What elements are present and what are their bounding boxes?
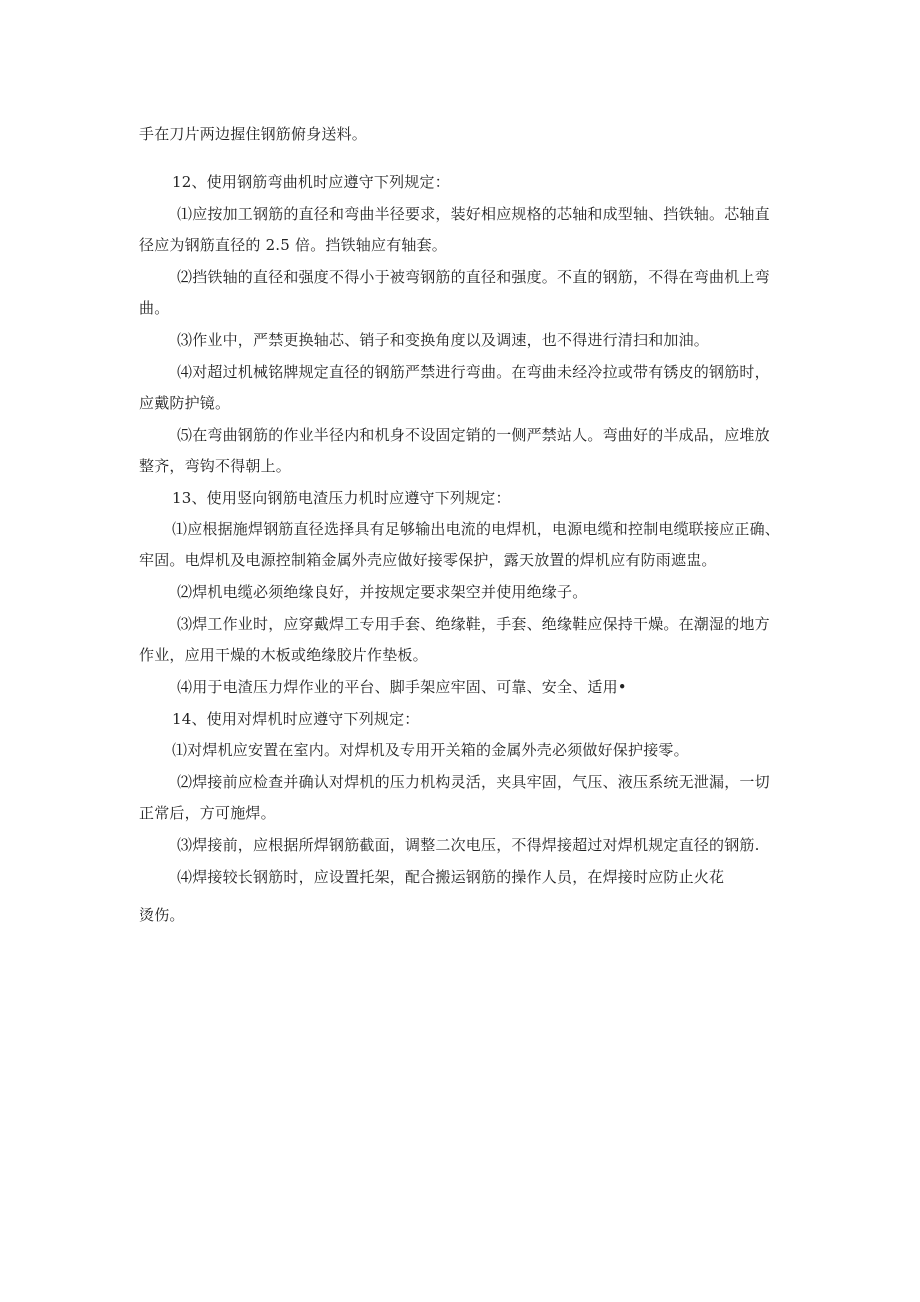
text-line: 手在刀片两边握住钢筋俯身送料。 bbox=[139, 125, 368, 143]
text-line: ⑵焊机电缆必须绝缘良好，并按规定要求架空并使用绝缘子。 bbox=[177, 583, 588, 601]
text-line: ⑷用于电渣压力焊作业的平台、脚手架应牢固、可靠、安全、适用• bbox=[177, 678, 627, 696]
text-line: ⑷对超过机械铭牌规定直径的钢筋严禁进行弯曲。在弯曲未经冷拉或带有锈皮的钢筋时， bbox=[177, 363, 770, 381]
text-line: ⑶作业中，严禁更换轴芯、销子和变换角度以及调速，也不得进行清扫和加油。 bbox=[177, 331, 710, 349]
text-line: ⑶焊接前，应根据所焊钢筋截面，调整二次电压，不得焊接超过对焊机规定直径的钢筋. bbox=[177, 836, 760, 854]
section-heading: 14、使用对焊机时应遵守下列规定： bbox=[172, 710, 420, 728]
text-line: ⑴对焊机应安置在室内。对焊机及专用开关箱的金属外壳必须做好保护接零。 bbox=[172, 741, 689, 759]
text-line: 作业，应用干燥的木板或绝缘胶片作垫板。 bbox=[139, 646, 428, 664]
text-line: ⑴应根据施焊钢筋直径选择具有足够输出电流的电焊机，电源电缆和控制电缆联接应正确、 bbox=[172, 520, 781, 538]
text-line: ⑶焊工作业时，应穿戴焊工专用手套、绝缘鞋，手套、绝缘鞋应保持干燥。在潮湿的地方 bbox=[177, 615, 770, 633]
text-line: ⑴应按加工钢筋的直径和弯曲半径要求，装好相应规格的芯轴和成型轴、挡铁轴。芯轴直 bbox=[177, 205, 770, 223]
text-line: 烫伤。 bbox=[139, 906, 185, 924]
text-line: 整齐，弯钩不得朝上。 bbox=[139, 457, 292, 475]
text-line: 应戴防护镜。 bbox=[139, 394, 231, 412]
section-heading: 13、使用竖向钢筋电渣压力机时应遵守下列规定： bbox=[172, 489, 511, 507]
text-line: ⑵焊接前应检查并确认对焊机的压力机构灵活，夹具牢固，气压、液压系统无泄漏，一切 bbox=[177, 773, 770, 791]
text-line: 径应为钢筋直径的 2.5 倍。挡铁轴应有轴套。 bbox=[139, 236, 447, 254]
section-heading: 12、使用钢筋弯曲机时应遵守下列规定： bbox=[172, 173, 450, 191]
text-line: ⑵挡铁轴的直径和强度不得小于被弯钢筋的直径和强度。不直的钢筋，不得在弯曲机上弯 bbox=[177, 268, 770, 286]
text-line: 曲。 bbox=[139, 299, 170, 317]
text-line: ⑷焊接较长钢筋时，应设置托架，配合搬运钢筋的操作人员，在焊接时应防止火花 bbox=[177, 868, 725, 886]
text-line: ⑸在弯曲钢筋的作业半径内和机身不设固定销的一侧严禁站人。弯曲好的半成品，应堆放 bbox=[177, 426, 770, 444]
text-line: 正常后，方可施焊。 bbox=[139, 804, 276, 822]
text-line: 牢固。电焊机及电源控制箱金属外壳应做好接零保护，露天放置的焊机应有防雨遮盅。 bbox=[139, 551, 717, 569]
